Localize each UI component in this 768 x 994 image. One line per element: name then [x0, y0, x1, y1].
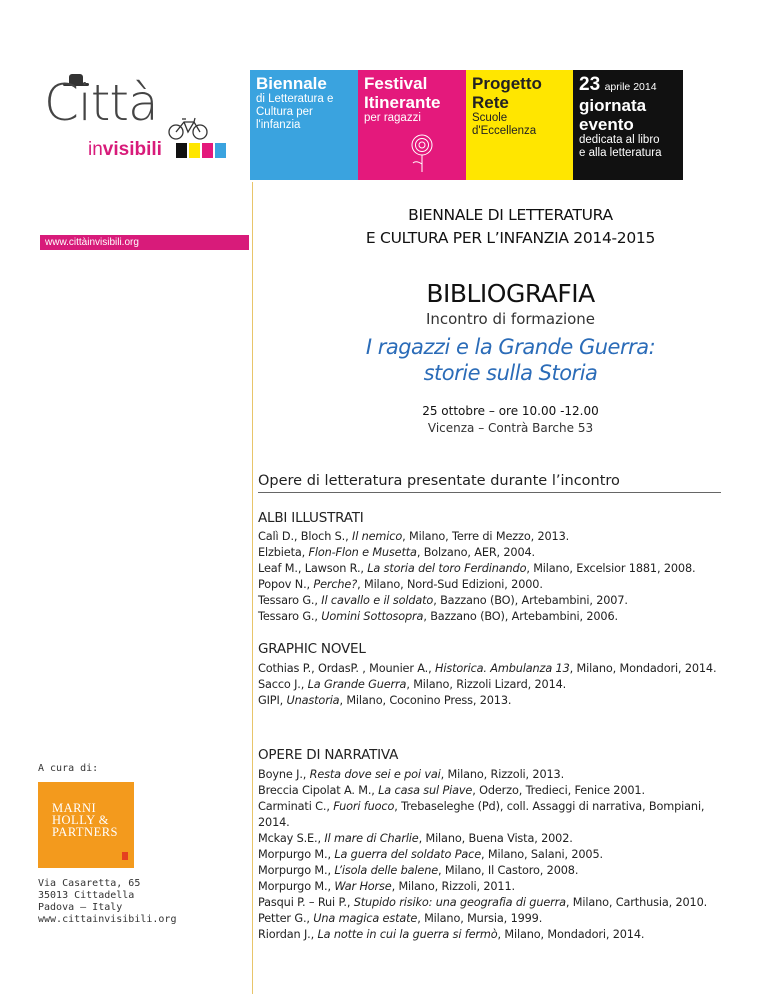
reference-item [258, 783, 728, 799]
reference-title: Il nemico [352, 530, 403, 543]
reference-author: GIPI, [258, 694, 287, 707]
reference-publication: , Milano, Carthusia, 2010. [565, 896, 708, 909]
publisher-logo: MARNI HOLLY & PARTNERS [38, 782, 134, 868]
reference-title: Il mare di Charlie [324, 832, 419, 845]
reference-author: Petter G., [258, 912, 314, 925]
reference-author: Morpurgo M., [258, 864, 335, 877]
reference-item [258, 767, 728, 783]
biennale-block: Biennale di Letteratura e Cultura per l'infanzia [250, 70, 358, 180]
reference-item [258, 895, 728, 911]
citta-invisibili-logo [40, 70, 240, 248]
progetto-block: Progetto Rete Scuole d'Eccellenza [466, 70, 573, 180]
reference-publication: , Bazzano (BO), Artebambini, 2006. [423, 610, 618, 623]
bicycle-icon [168, 116, 208, 140]
reference-publication: , Oderzo, Tredieci, Fenice 2001. [472, 784, 645, 797]
reference-author: Boyne J., [258, 768, 310, 781]
cmyk-color-squares [176, 143, 228, 158]
reference-title: La storia del toro Ferdinando [367, 562, 527, 575]
bibliografia-title: BIBLIOGRAFIA [426, 279, 595, 308]
reference-title: Historica. Ambulanza 13 [435, 662, 570, 675]
biennale-title: BIENNALE DI LETTERATURA E CULTURA PER L’INFANZIA 2014-2015 [365, 206, 656, 247]
reference-item [258, 927, 728, 943]
logo-citta-text: Città [44, 74, 158, 132]
reference-title: La casa sul Piave [378, 784, 473, 797]
event-title: I ragazzi e la Grande Guerra: storie sulla Storia [365, 335, 656, 385]
event-location: Vicenza – Contrà Barche 53 [427, 421, 594, 435]
reference-author: Mckay S.E., [258, 832, 325, 845]
reference-author: Sacco J., [258, 678, 308, 691]
opere-narrativa-heading: OPERE DI NARRATIVA [258, 747, 399, 763]
reference-publication: , Milano, Il Castoro, 2008. [438, 864, 579, 877]
reference-item [258, 799, 728, 831]
reference-item [258, 577, 728, 593]
reference-item [258, 593, 728, 609]
reference-title: La Grande Guerra [307, 678, 407, 691]
reference-title: La notte in cui la guerra si fermò [317, 928, 498, 941]
reference-publication: , Bazzano (BO), Artebambini, 2007. [433, 594, 628, 607]
reference-item [258, 545, 728, 561]
a-cura-label: A cura di: [38, 763, 99, 774]
reference-author: Tessaro G., [258, 594, 322, 607]
logo-website-url[interactable]: www.cittàinvisibili.org [40, 235, 249, 250]
reference-item [258, 911, 728, 927]
reference-title: War Horse [334, 880, 392, 893]
reference-author: Breccia Cipolat A. M., [258, 784, 379, 797]
reference-title: La guerra del soldato Pace [334, 848, 482, 861]
reference-title: Resta dove sei e poi vai [309, 768, 441, 781]
reference-title: Perche? [313, 578, 358, 591]
reference-item [258, 609, 728, 625]
reference-publication: , Milano, Rizzoli Lizard, 2014. [406, 678, 567, 691]
reference-item [258, 847, 728, 863]
reference-author: Morpurgo M., [258, 880, 335, 893]
reference-publication: , Milano, Mondadori, 2014. [497, 928, 645, 941]
event-date-time: 25 ottobre – ore 10.00 -12.00 [422, 404, 599, 418]
reference-publication: , Milano, Excelsior 1881, 2008. [526, 562, 696, 575]
reference-publication: , Milano, Buena Vista, 2002. [418, 832, 573, 845]
reference-title: Stupido risiko: una geografia di guerra [353, 896, 566, 909]
reference-item [258, 879, 728, 895]
address-website[interactable]: www.cittainvisibili.org [38, 914, 177, 925]
reference-publication: , Milano, Mursia, 1999. [417, 912, 543, 925]
graphic-novel-list [258, 661, 728, 709]
reference-item [258, 831, 728, 847]
reference-publication: , Trebaseleghe (Pd), coll. Assaggi di narrativa, Bompiani, 2014. [258, 800, 705, 829]
header-color-blocks [250, 70, 683, 180]
reference-publication: , Milano, Rizzoli, 2013. [440, 768, 565, 781]
reference-publication: , Bolzano, AER, 2004. [416, 546, 535, 559]
reference-title: Uomini Sottosopra [321, 610, 424, 623]
reference-author: Morpurgo M., [258, 848, 335, 861]
logo-invisibili-text: invisibili [88, 139, 162, 160]
reference-publication: , Milano, Terre di Mezzo, 2013. [402, 530, 570, 543]
reference-item [258, 863, 728, 879]
reference-publication: , Milano, Coconino Press, 2013. [339, 694, 512, 707]
reference-author: Popov N., [258, 578, 314, 591]
reference-title: Unastoria [286, 694, 340, 707]
reference-title: Il cavallo e il soldato [321, 594, 434, 607]
reference-title: Fuori fuoco [333, 800, 395, 813]
reference-author: Cothias P., OrdasP. , Mounier A., [258, 662, 435, 675]
reference-author: Calì D., Bloch S., [258, 530, 353, 543]
incontro-subtitle: Incontro di formazione [425, 310, 596, 328]
reference-author: Riordan J., [258, 928, 318, 941]
reference-author: Pasqui P. – Rui P., [258, 896, 354, 909]
reference-item [258, 693, 728, 709]
reference-publication: , Milano, Nord-Sud Edizioni, 2000. [357, 578, 543, 591]
flower-icon [406, 132, 438, 172]
festival-block: Festival Itinerante per ragazzi [358, 70, 466, 180]
reference-publication: , Milano, Rizzoli, 2011. [391, 880, 515, 893]
reference-author: Leaf M., Lawson R., [258, 562, 368, 575]
reference-title: L’isola delle balene [334, 864, 439, 877]
reference-item [258, 661, 728, 677]
section-heading: Opere di letteratura presentate durante l’incontro [258, 473, 721, 493]
reference-author: Tessaro G., [258, 610, 322, 623]
reference-publication: , Milano, Mondadori, 2014. [569, 662, 717, 675]
albi-illustrati-list [258, 529, 728, 625]
albi-illustrati-heading: ALBI ILLUSTRATI [258, 510, 364, 526]
publisher-address: Via Casaretta, 65 35013 Cittadella Padova – Italy www.cittainvisibili.org [38, 878, 177, 925]
reference-publication: , Milano, Salani, 2005. [481, 848, 603, 861]
reference-title: Una magica estate [313, 912, 418, 925]
reference-author: Carminati C., [258, 800, 334, 813]
opere-narrativa-list [258, 767, 728, 943]
reference-item [258, 561, 728, 577]
evento-block: 23 aprile 2014 giornata evento dedicata al libro e alla letteratura [573, 70, 683, 180]
reference-item [258, 677, 728, 693]
reference-title: Flon-Flon e Musetta [308, 546, 417, 559]
reference-item [258, 529, 728, 545]
reference-author: Elzbieta, [258, 546, 309, 559]
graphic-novel-heading: GRAPHIC NOVEL [258, 641, 366, 657]
